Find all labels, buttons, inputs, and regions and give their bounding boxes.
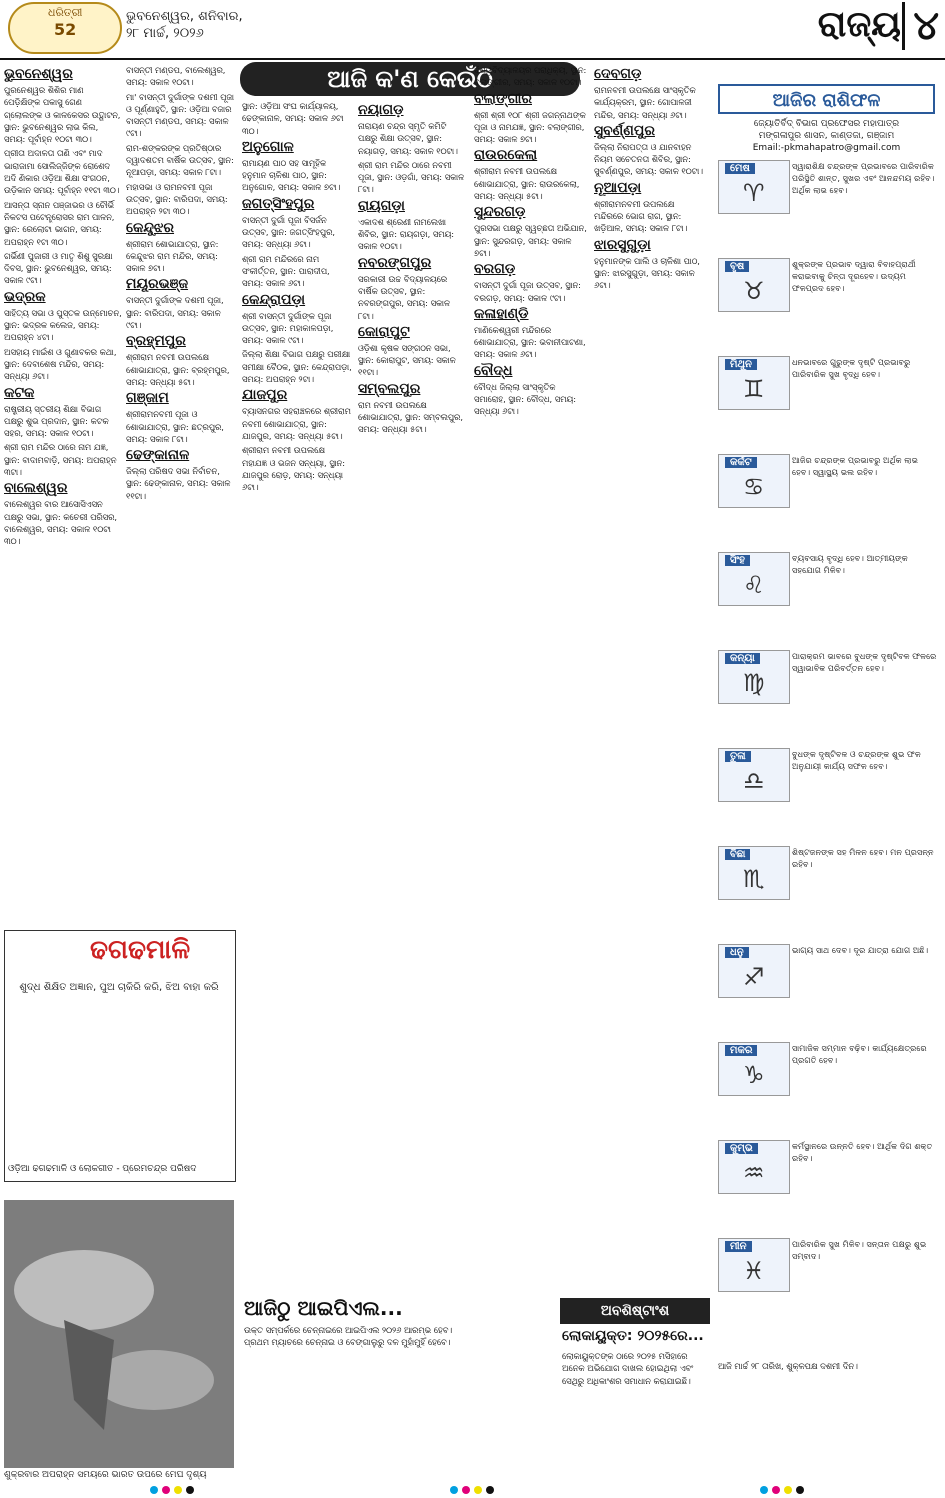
events-column-6: ଦେବଗଡ଼ ରାମନବମୀ ଉପଲକ୍ଷେ ସାଂସ୍କୃତିକ କାର୍ଯ୍ୟକ୍ରମ, ସ୍ଥାନ: ଗୋପାଳଜୀ ମନ୍ଦିର, ସମୟ: ସନ୍ଧ୍ୟା ୬ଟା। ସୁବର୍ଣ୍ଣପୁର ଜିଲ୍ଲା ନିରାପତ୍ତା ଓ ଯାନବାହନ ନିୟମ ସଚେତନତା ଶିବିର, ସ୍ଥାନ: ସୁବର୍ଣ୍ଣପୁର, ସମୟ: ସକାଳ ୧୦ଟା। ନୂଆପଡ଼ା ଶ୍ରୀରାମନବମୀ ଉପଲକ୍ଷେ ମନ୍ଦିରରେ ଭୋଗ ରାଗ, ସ୍ଥାନ: ଖଡ଼ିଆଳ, ସମୟ: ସକାଳ ୮ଟା। ଝାରସୁଗୁଡ଼ା ହନୁମାନଙ୍କ ପାଲି ଓ ଚାଳିଶା ପାଠ, ସ୍ଥାନ: ଝାରସୁଗୁଡ଼ା, ସମୟ: ସକାଳ ୬ଟା। [594,66,704,291]
newspaper-logo: ଧରିତ୍ରୀ 52 [8,2,122,54]
panchang: ଆଜି ମାର୍ଚ୍ଚ ୨୮ ତାରିଖ, ଶୁକ୍ଳପକ୍ଷ ଦଶମୀ ଦିନ। [718,1361,858,1371]
zodiac-forecast: ପାରାକ୍ରମ ଭାବରେ ବୁଧଙ୍କ ଦୃଷ୍ଟିବଳ ଫଳରେ ସ୍ୱାଭାବିକ ପରିବର୍ତ୍ତନ ହେବ। [792,651,937,674]
zodiac-forecast: ଶୁକ୍ରଙ୍କ ପ୍ରଭାବ ଦ୍ୱାରା ବିବାହପ୍ରାର୍ଥୀ କରାଇବାକୁ ଚିନ୍ତା ଦୂରହେବ। ଉଦ୍ୟମ ଫଳପ୍ରଦ ହେବ। [792,259,916,294]
zodiac-forecast: ଆଜିର ଚନ୍ଦ୍ରଙ୍କ ପ୍ରଭାବରୁ ଅର୍ଥିକ ଲାଭ ହେବ। ସ୍ୱାସ୍ଥ୍ୟ ଭଲ ରହିବ। [792,455,919,478]
zodiac-sign-box [718,356,790,410]
zodiac-glyph-icon: ♊ [743,375,765,403]
zodiac-glyph-icon: ♐ [743,963,765,991]
zodiac-glyph-icon: ♌ [743,571,765,599]
events-banner: ଆଜି କ'ଣ କେଉଁଠି [240,62,580,96]
zodiac-sign-label: ସିଂହ [725,555,750,566]
zodiac-glyph-icon: ♓ [743,1257,765,1285]
events-column-1: ଭୁବନେଶ୍ୱର ପୁରନେଶ୍ୱର ଶିଶିର ମାଣ ପେଡ଼ିକ୍ଷିଙ୍କ ପକାସୁ ଗେଣ ଗ୍ଲୋଲଙ୍କ ଓ କାଳକେସର ଉଦ୍ଘାଟନ, ସ୍ଥାନ: ଭୁବନେଶ୍ୱର ଲାଭ କିଲ, ସମୟ: ପୂର୍ବାହ୍ନ ୧୦ଟା ୩୦। ପ୍ରୀତା ଅଦାଳତା ତାଣି ଏବଂ ମାଦ ଭାରାଜାମା ସୋଲିଜ୍ଜିଙ୍କ ରୋଶେଦ ଅଦି ଣିକାର ଓଡ଼ିଆ ଶିକ୍ଷା ସଂଗଠନ, ଉଡ଼ିକାନ ସମୟ: ପୂର୍ବାହ୍ନ ୧୧ଟା ୩୦। ଆସନ୍ତା ସ୍ନାନ ପଞ୍ଜାଭର ଓ ଚୌର୍ଭି ନିକଟସ ପଟେନ୍ତ୍ରୋସର ରାମ ପାଳନ, ସ୍ଥାନ: ରେଲୋଟା ଭାଗନ, ସମୟ: ଅପରାହ୍ନ ୧ଟା ୩୦। ଗର୍ଭିଣୀ ପୁଜାରୀ ଓ ମାତୃ ଶିଶୁ ସୁରକ୍ଷା ଦିବସ, ସ୍ଥାନ: ଭୁବନେଶ୍ୱର, ସମୟ: ସକାଳ ୯ଟା। ଭଦ୍ରକ ସାହିତ୍ୟ ସଭା ଓ ପୁସ୍ତକ ଉନ୍ମୋଚନ, ସ୍ଥାନ: ଭଦ୍ରକ କଲେଜ, ସମୟ: ଅପରାହ୍ନ ୪ଟା। ଅସହାୟ ମାଇଁଶ ଓ ଗୁଣାବକର କଥା, ସ୍ଥାନ: ଦେବାଶେଷ ମନ୍ଦିର, ସମୟ: ସନ୍ଧ୍ୟା ୬ଟା। କଟକ ରାଷ୍ଟ୍ରୀୟ ସ୍ତରୀୟ ଶିକ୍ଷା ବିଭାଗ ପକ୍ଷରୁ ଶୁଭ ପ୍ରଦାନ, ସ୍ଥାନ: କଟକ ସହର, ସମୟ: ସକାଳ ୧୦ଟା। ଶ୍ରୀ ରାମ ମନ୍ଦିର ଠାରେ ନାମ ଯଜ୍ଞ, ସ୍ଥାନ: ବାଦାମବାଡ଼ି, ସମୟ: ଅପରାହ୍ନ ୩ଟା। ବାଲେଶ୍ୱର ବାଲେଶ୍ୱର ବାର ଆସୋସିଏସନ ପକ୍ଷରୁ ସଭା, ସ୍ଥାନ: କଚେରୀ ପରିସର, ବାଲେଶ୍ୱର, ସମୟ: ସକାଳ ୧୦ଟା ୩୦। [4,66,122,547]
zodiac-glyph-icon: ♋ [743,473,765,501]
satellite-caption: ଶୁକ୍ରବାର ଅପରାହ୍ନ ସମୟରେ ଭାରତ ଉପରେ ମେଘ ଦୃଶ୍ୟ [4,1470,207,1480]
zodiac-forecast: ଭାଗ୍ୟ ସାଥ ଦେବ। ଦୂର ଯାତ୍ରା ଯୋଗ ଅଛି। [792,945,929,955]
lokayukta-headline: ଲୋକାୟୁକ୍ତ: ୨୦୨୫ରେ... [562,1328,704,1344]
zodiac-glyph-icon: ♈ [743,179,765,207]
zodiac-sign-box [718,454,790,508]
lokayukta-story: ଲୋକାୟୁକ୍ତଙ୍କ ଠାରେ ୨୦୨୫ ମସିହାରେ ଅନେକ ଅଭିଯୋଗ ଦାଖଲ ହୋଇଥିଲା ଏବଂ ସେଥିରୁ ଅଧିକାଂଶର ସମାଧାନ କରାଯାଇଛି। [562,1351,694,1386]
events-column-4: ନୟାଗଡ଼ ନାରାୟଣ ଚନ୍ଦ୍ର ସ୍ମୃତି କମିଟି ପକ୍ଷରୁ ଶିକ୍ଷା ଉତ୍ସବ, ସ୍ଥାନ: ନୟାଗଡ଼, ସମୟ: ସକାଳ ୧୦ଟା। ଶ୍ରୀ ରାମ ମନ୍ଦିର ଠାରେ ନବମୀ ପୂଜା, ସ୍ଥାନ: ଓଡ଼ଗାଁ, ସମୟ: ସକାଳ ୮ଟା। ରାୟଗଡ଼ା ଏକାଦଶ ଶ୍ରେଣୀ ନାମଲେଖା ଶିବିର, ସ୍ଥାନ: ରାୟଗଡ଼ା, ସମୟ: ସକାଳ ୧୦ଟା। ନବରଙ୍ଗପୁର ସରକାରୀ ଉଚ୍ଚ ବିଦ୍ୟାଳୟରେ ବାର୍ଷିକ ଉତ୍ସବ, ସ୍ଥାନ: ନବରଙ୍ଗପୁର, ସମୟ: ସକାଳ ୮ଟା। କୋରାପୁଟ ଓଡ଼ିଶା କୃଷକ ସଙ୍ଗଠନ ସଭା, ସ୍ଥାନ: କୋରାପୁଟ, ସମୟ: ସକାଳ ୧୧ଟା। ସମ୍ବଲପୁର ରାମ ନବମୀ ଉପଲକ୍ଷେ ଶୋଭାଯାତ୍ରା, ସ୍ଥାନ: ସମ୍ବଲପୁର, ସମୟ: ସନ୍ଧ୍ୟା ୫ଟା। [358,102,465,435]
zodiac-sign-label: ମେଷ [725,163,755,174]
dhagadhamali-text: ଶୁଦ୍ଧ ଶିକ୍ଷିତ ଅଜ୍ଞାନ, ପୁଅ ଚାକିରି କରି, ଝିଅ ବାହା କରି [19,982,219,993]
zodiac-forecast: କର୍ମସ୍ଥାନରେ ଉନ୍ନତି ହେବ। ଆର୍ଥିକ ଦିଗ ଶକ୍ତ ରହିବ। [792,1141,933,1164]
rashifal-byline: ଜ୍ୟୋତିର୍ବିଦ୍ ବିଭାଗ ପ୍ରଫେସର ମହାପାତ୍ର ମଙ୍ଗଳାପୁର ଶାସନ, କାଣ୍ଡଜା, ଗଞ୍ଜାମ Email:-pkmahapatro@gmail.com [752,119,901,153]
ipl-story: ଉକ୍ତ ସମ୍ପର୍କରେ ଚେନ୍ନାଇରେ ଆଇପିଏଲ ୨୦୨୬ ଆରମ୍ଭ ହେବ। ପ୍ରଥମ ମ୍ୟାଚରେ ଚେନ୍ନାଇ ଓ ବେଙ୍ଗାଲୁରୁ ଦଳ ମୁହାଁମୁହିଁ ହେବେ। [244,1325,453,1348]
zodiac-sign-label: ତୁଳା [725,751,751,762]
zodiac-sign-label: କର୍କଟ [725,457,757,468]
zodiac-glyph-icon: ♉ [743,277,765,305]
print-registration-bar [0,1484,945,1496]
zodiac-sign-label: ବୃଷ [725,261,749,272]
zodiac-sign-label: ମିଥୁନ [725,359,757,370]
zodiac-sign-label: ବିଛା [725,849,750,860]
zodiac-sign-box [718,650,790,704]
abashista-heading: ଅବଶିଷ୍ଟାଂଶ [560,1298,710,1324]
zodiac-sign-box [718,944,790,998]
zodiac-forecast: ସାମାଜିକ ସମ୍ମାନ ବଢ଼ିବ। କାର୍ଯ୍ୟକ୍ଷେତ୍ରରେ ପ୍ରଗତି ହେବ। [792,1043,927,1066]
zodiac-sign-box [718,846,790,900]
zodiac-glyph-icon: ♍ [743,669,765,697]
events-column-5: ବିଶ୍ୱବିଦ୍ୟାଳୟର ପରାଧିକ୍ୟ, ସ୍ଥାନ: ବଲାଙ୍ଗୀର, ସମୟ: ସକାଳ ୧୦ଟା। ବଲାଙ୍ଗୀର ଶ୍ରୀ ଶ୍ରୀ ୧୦୮ ଶ୍ରୀ ଜଗନ୍ନାଥଙ୍କ ପୂଜା ଓ ନାମଯଜ୍ଞ, ସ୍ଥାନ: ବଲାଙ୍ଗୀର, ସମୟ: ସକାଳ ୭ଟା। ରାଉରକେଲା ଶ୍ରୀରାମ ନବମୀ ଉପଲକ୍ଷେ ଶୋଭାଯାତ୍ରା, ସ୍ଥାନ: ରାଉରକେଲା, ସମୟ: ସନ୍ଧ୍ୟା ୫ଟା। ସୁନ୍ଦରଗଡ଼ ପୁରସଭା ପକ୍ଷରୁ ସ୍ୱଚ୍ଛତା ଅଭିଯାନ, ସ୍ଥାନ: ସୁନ୍ଦରଗଡ଼, ସମୟ: ସକାଳ ୭ଟା। ବରଗଡ଼ ବାସନ୍ତୀ ଦୁର୍ଗା ପୂଜା ଉତ୍ସବ, ସ୍ଥାନ: ବରଗଡ଼, ସମୟ: ସକାଳ ୯ଟା। କଳାହାଣ୍ଡି ମାଣିକେଶ୍ୱରୀ ମନ୍ଦିରରେ ଶୋଭାଯାତ୍ରା, ସ୍ଥାନ: ଭବାନୀପାଟଣା, ସମୟ: ସକାଳ ୬ଟା। ବୌଦ୍ଧ ବୌଦ୍ଧ ଜିଲ୍ଲା ସାଂସ୍କୃତିକ ସମାରୋହ, ସ୍ଥାନ: ବୌଦ୍ଧ, ସମୟ: ସନ୍ଧ୍ୟା ୬ଟା। [474,65,587,417]
dhagadhamali-title: ଢଗଢମାଳି [90,935,191,965]
zodiac-sign-box [718,1042,790,1096]
zodiac-glyph-icon: ♎ [743,767,765,795]
satellite-map-icon [4,1200,234,1468]
satellite-image [4,1200,234,1468]
masthead [0,0,945,60]
dhagadhamali-caption: ଓଡ଼ିଆ ଢଗଢମାଳି ଓ ଲୋକଗୀତ - ପ୍ରେମଚନ୍ଦ୍ର ପରିଷଦ [8,1164,197,1174]
zodiac-forecast: ଧନଭାବରେ ଗୁରୁଙ୍କ ଦୃଷ୍ଟି ପ୍ରଭାବରୁ ପାରିବାରିକ ସୁଖ ବୃଦ୍ଧି ହେବ। [792,357,911,380]
events-column-2: ବାସନ୍ତୀ ମଣ୍ଡପ, ବାଲେଶ୍ୱର, ସମୟ: ସକାଳ ୧୦ଟା। ମା' ବାସନ୍ତୀ ଦୁର୍ଗାଙ୍କ ଦଶମୀ ପୂଜା ଓ ପୂର୍ଣ୍ଣାହୁତି, ସ୍ଥାନ: ଓଡ଼ିଆ ବଜାର ବାସନ୍ତୀ ମଣ୍ଡପ, ସମୟ: ସକାଳ ୯ଟା। ରାମ-ଶଙ୍କରଙ୍କ ପ୍ରତିଷ୍ଠାର ଦ୍ୱାଦଶତମ ବାର୍ଷିକ ଉତ୍ସବ, ସ୍ଥାନ: ନୂଆପଡ଼ା, ସମୟ: ସକାଳ ୮ଟା। ମହାସଭା ଓ ରାମନବମୀ ପୂଜା ଉତ୍ସବ, ସ୍ଥାନ: ବାରିପଦା, ସମୟ: ଅପରାହ୍ନ ୨ଟା ୩୦। କେନ୍ଦୁଝର ଶ୍ରୀରାମ ଶୋଭାଯାତ୍ରା, ସ୍ଥାନ: କେନ୍ଦୁଝର ରାମ ମନ୍ଦିର, ସମୟ: ସକାଳ ୭ଟା। ମୟୂରଭଞ୍ଜ ବାସନ୍ତୀ ଦୁର୍ଗାଙ୍କ ଦଶମୀ ପୂଜା, ସ୍ଥାନ: ବାରିପଦା, ସମୟ: ସକାଳ ୯ଟା। ବ୍ରହ୍ମପୁର ଶ୍ରୀରାମ ନବମୀ ଉପଲକ୍ଷେ ଶୋଭାଯାତ୍ରା, ସ୍ଥାନ: ବ୍ରହ୍ମପୁର, ସମୟ: ସନ୍ଧ୍ୟା ୫ଟା। ଗଞ୍ଜାମ ଶ୍ରୀରାମନବମୀ ପୂଜା ଓ ଶୋଭାଯାତ୍ରା, ସ୍ଥାନ: ଛତ୍ରପୁର, ସମୟ: ସକାଳ ୮ଟା। ଢେଙ୍କାନାଳ ଜିଲ୍ଲା ପରିଷଦ ସଭା ନିର୍ବାଚନ, ସ୍ଥାନ: ଢେଙ୍କାନାଳ, ସମୟ: ସକାଳ ୧୧ଟା। [126,65,235,501]
ipl-headline: ଆଜିଠୁ ଆଇପିଏଲ... [244,1296,403,1320]
zodiac-sign-label: ମୀନ [725,1241,752,1252]
zodiac-glyph-icon: ♏ [743,865,765,893]
rashifal-title: ଆଜିର ରାଶିଫଳ [718,84,935,114]
zodiac-forecast: ପାରିବାରିକ ସୁଖ ମିଳିବ। ସନ୍ତାନ ପକ୍ଷରୁ ଶୁଭ ସମ୍ବାଦ। [792,1239,927,1262]
zodiac-sign-box [718,160,790,214]
page-number: ୪ [902,2,939,50]
zodiac-sign-box [718,748,790,802]
zodiac-sign-label: ଧନୁ [725,947,749,958]
section-title: ରାଜ୍ୟ [817,4,901,45]
zodiac-sign-label: ମକର [725,1045,757,1056]
events-column-3: ସ୍ଥାନ: ଓଡ଼ିଆ ସଂଘ କାର୍ଯ୍ୟାଳୟ, ଢେଙ୍କାନାଳ, ସମୟ: ସକାଳ ୬ଟା ୩୦। ଅନୁଗୋଳ ରାମାୟଣ ପାଠ ସହ ସାମୂହିକ ହନୁମାନ ଚାଳିଶା ପାଠ, ସ୍ଥାନ: ଅନୁଗୋଳ, ସମୟ: ସକାଳ ୭ଟା। ଜଗତ୍‌ସିଂହପୁର ବାସନ୍ତୀ ଦୁର୍ଗା ପୂଜା ବିସର୍ଜନ ଉତ୍ସବ, ସ୍ଥାନ: ଜଗତ୍‌ସିଂହପୁର, ସମୟ: ସନ୍ଧ୍ୟା ୬ଟା। ଶ୍ରୀ ରାମ ମନ୍ଦିରରେ ନାମ ସଂକୀର୍ତ୍ତନ, ସ୍ଥାନ: ପାରାଦୀପ, ସମୟ: ସକାଳ ୬ଟା। କେନ୍ଦ୍ରାପଡ଼ା ଶ୍ରୀ ବାସନ୍ତୀ ଦୁର୍ଗାଙ୍କ ପୂଜା ଉତ୍ସବ, ସ୍ଥାନ: ମହାକାଳପଡ଼ା, ସମୟ: ସକାଳ ୯ଟା। ଜିଲ୍ଲା ଶିକ୍ଷା ବିଭାଗ ପକ୍ଷରୁ ପରୀକ୍ଷା ସମୀକ୍ଷା ବୈଠକ, ସ୍ଥାନ: କେନ୍ଦ୍ରାପଡ଼ା, ସମୟ: ଅପରାହ୍ନ ୨ଟା। ଯାଜପୁର ବ୍ୟାସନଗର ସହରାଞ୍ଚଳରେ ଶ୍ରୀରାମ ନବମୀ ଶୋଭାଯାତ୍ରା, ସ୍ଥାନ: ଯାଜପୁର, ସମୟ: ସନ୍ଧ୍ୟା ୫ଟା। ଶ୍ରୀରାମ ନବମୀ ଉପଲକ୍ଷେ ମହାଯଜ୍ଞ ଓ ଭଜନ ସନ୍ଧ୍ୟା, ସ୍ଥାନ: ଯାଜପୁର ରୋଡ଼, ସମୟ: ସନ୍ଧ୍ୟା ୬ଟା। [242,101,352,493]
zodiac-forecast: ବୁଧଙ୍କ ଦୃଷ୍ଟିବଳ ଓ ଚନ୍ଦ୍ରଙ୍କ ଶୁଭ ଫଳ ଅନୁଯାୟୀ କାର୍ଯ୍ୟ ସଫଳ ହେବ। [792,749,921,772]
zodiac-sign-box [718,1140,790,1194]
dateline: ଭୁବନେଶ୍ୱର, ଶନିବାର, ୨୮ ମାର୍ଚ୍ଚ, ୨୦୨୬ [126,9,243,41]
zodiac-glyph-icon: ♑ [743,1061,765,1089]
zodiac-sign-box [718,552,790,606]
zodiac-sign-label: କୁମ୍ଭ [725,1143,758,1154]
zodiac-forecast: ଶିଷ୍ଟଜନଙ୍କ ସହ ମିଳନ ହେବ। ମନ ପ୍ରସନ୍ନ ରହିବ। [792,847,934,870]
zodiac-forecast: ବ୍ୟବସାୟ ବୃଦ୍ଧି ହେବ। ଆତ୍ମୀୟଙ୍କ ସହଯୋଗ ମିଳିବ। [792,553,908,576]
zodiac-sign-label: କନ୍ୟା [725,653,760,664]
zodiac-sign-box [718,258,790,312]
zodiac-forecast: ସ୍ୱାରାଶିକ୍ଷ ଚନ୍ଦ୍ରଙ୍କ ପ୍ରଭାବରେ ପାରିବାରିକ ପରିସ୍ଥିତି ଶାନ୍ତ, ସୁଖର ଏବଂ ଆନନ୍ଦମୟ ରହିବ। ଅର୍ଥିକ ଲାଭ ହେବ। [792,161,935,196]
zodiac-sign-box [718,1238,790,1292]
zodiac-glyph-icon: ♒ [743,1159,765,1187]
